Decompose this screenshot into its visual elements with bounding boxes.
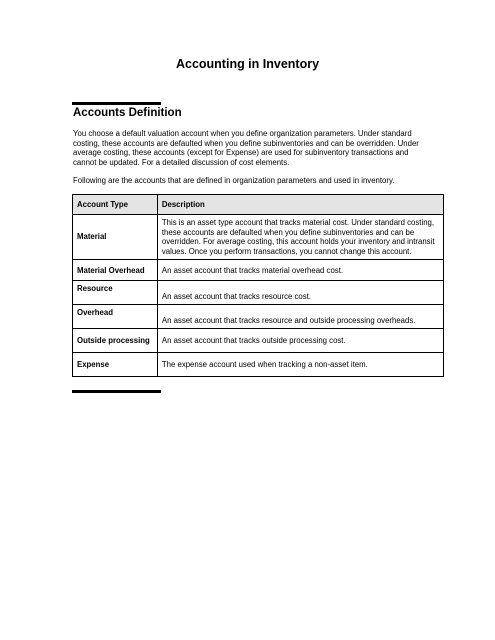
description-cell: The expense account used when tracking a non-asset item. <box>157 353 443 377</box>
description-cell: This is an asset type account that tracks material cost. Under standard costing, these accounts are defaulted when you define subinventories and can be overridden. For average costing, this account holds your inventory and intransit values. Once you perform transactions, you cannot change this account. <box>157 215 443 260</box>
table-row <box>73 353 444 377</box>
table-row <box>73 215 444 260</box>
account-type-cell: Outside processing <box>73 329 158 353</box>
section-divider-bottom <box>72 390 161 393</box>
table-intro-paragraph: Following are the accounts that are defined in organization parameters and used in inventory. <box>73 176 395 185</box>
account-type-cell: Material Overhead <box>73 260 158 281</box>
account-type-cell: Overhead <box>73 305 158 329</box>
description-cell: An asset account that tracks outside processing cost. <box>157 329 443 353</box>
account-type-cell: Material <box>73 215 158 260</box>
table-row <box>73 281 444 305</box>
description-cell: An asset account that tracks material overhead cost. <box>157 260 443 281</box>
section-divider-top <box>72 102 161 105</box>
account-type-cell: Expense <box>73 353 158 377</box>
description-cell: An asset account that tracks resource and outside processing overheads. <box>157 305 443 329</box>
account-type-cell: Resource <box>73 281 158 305</box>
table-row <box>73 329 444 353</box>
section-heading: Accounts Definition <box>73 107 182 119</box>
table-header-row <box>73 195 444 215</box>
header-description: Description <box>157 195 443 215</box>
intro-paragraph: You choose a default valuation account when you define organization parameters. Under standard costing, these accounts are defaulted when you define subinventories and can be overridden. Under average costing, these accounts (except for Expense) are used for subinventory transactions and cannot be updated. For a detailed discussion of cost elements. <box>73 129 419 167</box>
table-row <box>73 305 444 329</box>
accounts-table <box>72 194 444 377</box>
page-title: Accounting in Inventory <box>175 57 320 71</box>
description-cell: An asset account that tracks resource cost. <box>157 281 443 305</box>
header-account-type: Account Type <box>73 195 158 215</box>
table-row <box>73 260 444 281</box>
